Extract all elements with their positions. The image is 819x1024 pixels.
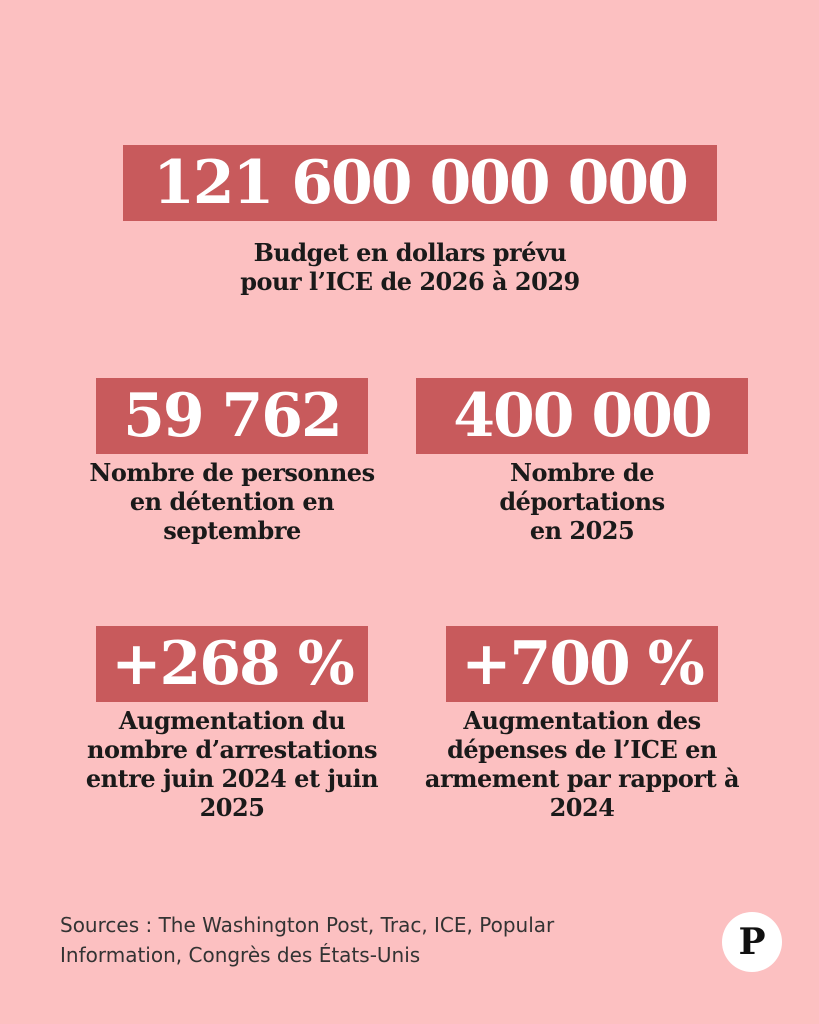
stat-label-weapons: Augmentation des dépenses de l’ICE en armement par rapport à 2024 [424, 706, 740, 822]
stat-label-arrests: Augmentation du nombre d’arrestations entre juin 2024 et juin 2025 [85, 706, 379, 822]
stat-label-budget: Budget en dollars prévu pour l’ICE de 2026 à 2029 [240, 238, 580, 296]
sources-text: Sources : The Washington Post, Trac, ICE, Popular Information, Congrès des États-Unis [60, 913, 555, 967]
stat-value-weapons: +700 % [446, 626, 718, 702]
stat-value-budget: 121 600 000 000 [123, 145, 717, 221]
stat-label-deportations: Nombre de déportations en 2025 [499, 458, 665, 545]
publisher-logo: P [722, 912, 782, 972]
stat-value-arrests: +268 % [96, 626, 368, 702]
stat-value-detention: 59 762 [96, 378, 368, 454]
stat-value-deportations: 400 000 [416, 378, 748, 454]
stat-label-detention: Nombre de personnes en détention en septembre [89, 458, 375, 545]
